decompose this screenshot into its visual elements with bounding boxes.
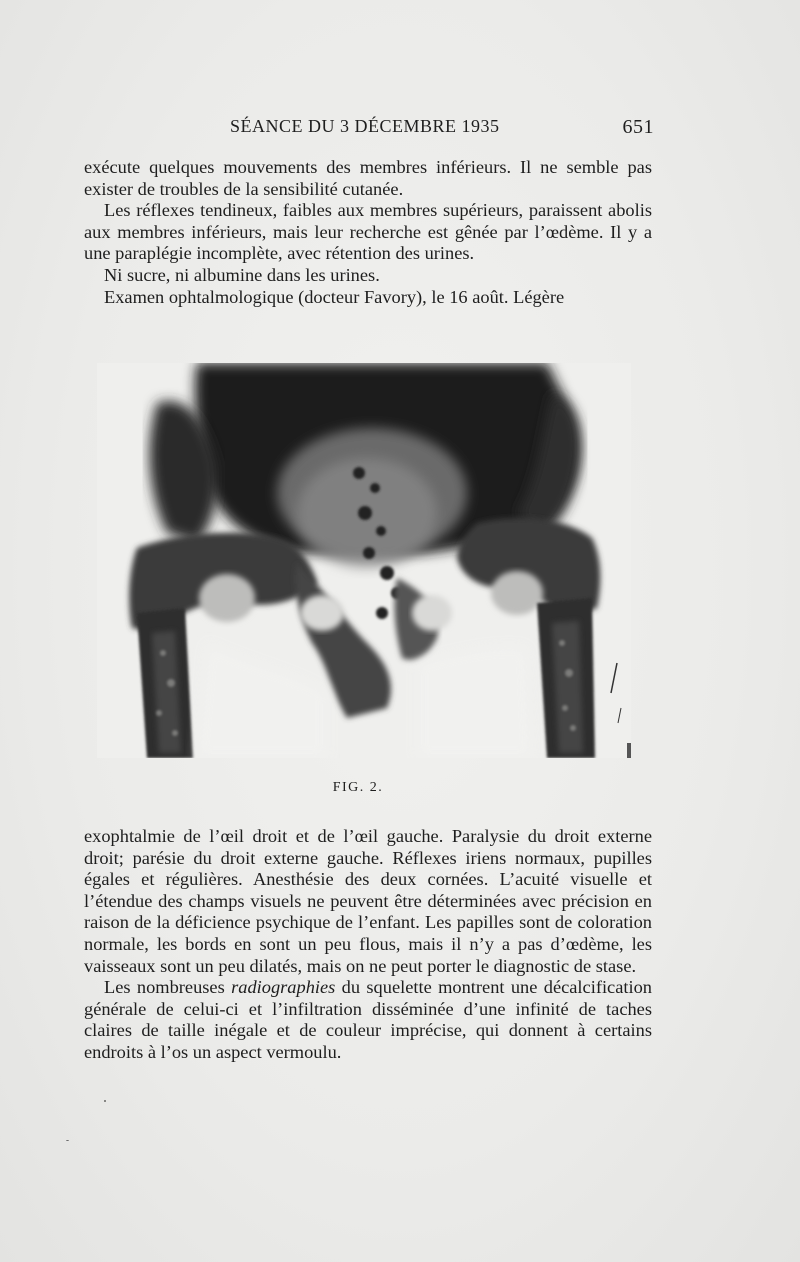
paragraph: Ni sucre, ni albumine dans les urines. bbox=[104, 264, 380, 285]
paragraph: exophtalmie de l’œil droit et de l’œil gauche. Paralysie du droit externe droit; parésie du droit externe gauche. Réflexes iriens normaux, pupilles égales et régulières. Anesthésie des deux cornées. L’acuité visuelle et l’étendue des champs visuels ne peuvent être déterminées avec précision en raison de la déficience psychique de l’enfant. Les papilles sont de coloration normale, les bords en sont un peu flous, mais il n’y a pas d’œdème, les vaisseaux sont un peu dilatés, mais on ne peut porter le diagnostic de stase. bbox=[84, 826, 652, 976]
running-title: SÉANCE DU 3 DÉCEMBRE 1935 bbox=[230, 116, 500, 136]
pelvis-radiograph-image bbox=[97, 363, 631, 758]
radiograph-figure bbox=[97, 363, 631, 758]
print-speck bbox=[66, 1140, 69, 1141]
running-head bbox=[84, 116, 654, 142]
paragraph: Les réflexes tendineux, faibles aux membres supérieurs, paraissent abolis aux membres inférieurs, mais leur recherche est gênée par l’œdème. Il y a une paraplégie incomplète, avec rétention des urines. bbox=[84, 200, 652, 264]
paragraph: exécute quelques mouvements des membres inférieurs. Il ne semble pas exister de troubles de la sensibilité cutanée. bbox=[84, 157, 652, 199]
page-number: 651 bbox=[622, 116, 654, 138]
text-block-top bbox=[84, 157, 652, 308]
paragraph-text-end: du squelette montrent une décalcification générale de celui-ci et l’infiltration disséminée d’une infinité de taches claires de taille inégale et de couleur imprécise, qui donnent à certains endroits à l’os un aspect vermoulu. bbox=[84, 977, 652, 1062]
print-speck bbox=[104, 1100, 106, 1102]
paragraph bbox=[84, 977, 652, 1063]
paragraph-text-start: Les nombreuses bbox=[104, 977, 232, 998]
figure-caption: FIG. 2. bbox=[332, 780, 384, 795]
paragraph: Examen ophtalmologique (docteur Favory), le 16 août. Légère bbox=[104, 286, 565, 307]
italic-term: radiographies bbox=[231, 977, 336, 998]
text-block-bottom bbox=[84, 826, 652, 1064]
